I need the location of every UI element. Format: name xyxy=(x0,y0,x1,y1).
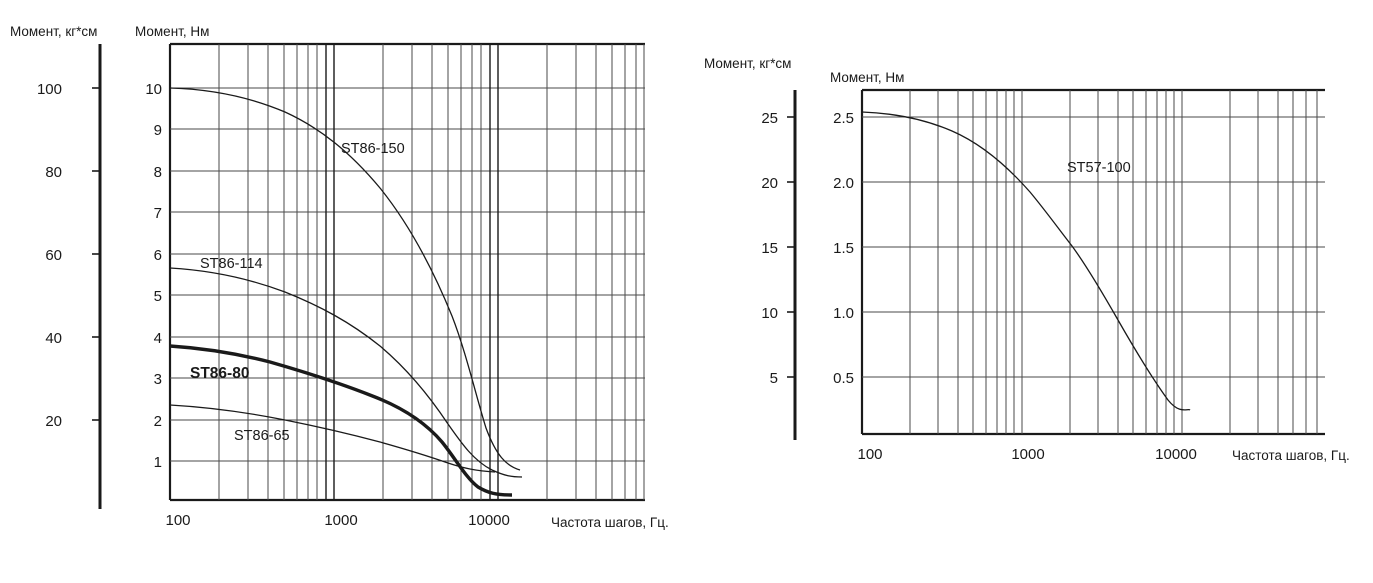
right-chart-x-axis xyxy=(857,446,1196,463)
right-x-tick-100: 100 xyxy=(857,446,883,463)
right-chart-kgcm-axis xyxy=(761,90,795,440)
right-x-tick-10000: 10000 xyxy=(1155,446,1197,463)
left-x-tick-10000: 10000 xyxy=(468,512,510,529)
right-chart-horizontal-gridlines xyxy=(862,117,1325,377)
right-chart-x-axis-title: Частота шагов, Гц. xyxy=(1232,448,1350,463)
curve-st57-100 xyxy=(862,112,1190,410)
curve-label-st57-100: ST57-100 xyxy=(1067,160,1131,176)
right-nm-tick-2-5: 2.5 xyxy=(833,110,854,127)
left-chart-x-axis-title: Частота шагов, Гц. xyxy=(551,515,669,530)
left-chart-primary-axis-title: Момент, Нм xyxy=(135,24,210,39)
right-kgcm-tick-20: 20 xyxy=(761,175,778,192)
right-kgcm-tick-15: 15 xyxy=(761,240,778,257)
left-chart-secondary-axis-title: Момент, кг*см xyxy=(10,24,98,39)
left-nm-tick-5: 5 xyxy=(153,288,162,305)
right-chart-secondary-axis-title: Момент, кг*см xyxy=(704,56,792,71)
right-kgcm-tick-5: 5 xyxy=(769,370,778,387)
left-nm-tick-7: 7 xyxy=(153,205,162,222)
right-nm-tick-1-5: 1.5 xyxy=(833,240,854,257)
left-chart-nm-axis xyxy=(145,81,162,471)
left-kgcm-tick-60: 60 xyxy=(45,247,62,264)
right-chart-nm-axis xyxy=(833,110,854,387)
right-kgcm-tick-10: 10 xyxy=(761,305,778,322)
left-kgcm-tick-100: 100 xyxy=(36,81,62,98)
left-nm-tick-3: 3 xyxy=(153,371,162,388)
curve-label-st86-150: ST86-150 xyxy=(341,141,405,157)
left-x-tick-1000: 1000 xyxy=(324,512,358,529)
left-chart-kgcm-axis xyxy=(37,44,100,509)
left-chart-horizontal-gridlines xyxy=(170,88,645,461)
curve-label-st86-65: ST86-65 xyxy=(234,428,290,444)
left-chart-x-axis xyxy=(165,512,509,529)
right-nm-tick-1-0: 1.0 xyxy=(833,305,854,322)
chart-st57 xyxy=(690,0,1373,583)
left-nm-tick-1: 1 xyxy=(153,454,162,471)
left-kgcm-tick-40: 40 xyxy=(45,330,62,347)
left-kgcm-tick-80: 80 xyxy=(45,164,62,181)
curve-label-st86-80: ST86-80 xyxy=(190,365,250,382)
left-nm-tick-4: 4 xyxy=(153,330,162,347)
left-nm-tick-2: 2 xyxy=(153,413,162,430)
right-chart-primary-axis-title: Момент, Нм xyxy=(830,70,905,85)
right-nm-tick-2-0: 2.0 xyxy=(833,175,854,192)
left-nm-tick-8: 8 xyxy=(153,164,162,181)
right-x-tick-1000: 1000 xyxy=(1011,446,1045,463)
left-kgcm-tick-20: 20 xyxy=(45,413,62,430)
left-nm-tick-10: 10 xyxy=(145,81,162,98)
right-kgcm-tick-25: 25 xyxy=(761,110,778,127)
left-nm-tick-6: 6 xyxy=(153,247,162,264)
right-nm-tick-0-5: 0.5 xyxy=(833,370,854,387)
curve-label-st86-114: ST86-114 xyxy=(200,256,263,272)
left-x-tick-100: 100 xyxy=(165,512,191,529)
right-chart-plot-frame xyxy=(862,90,1325,434)
left-nm-tick-9: 9 xyxy=(153,122,162,139)
